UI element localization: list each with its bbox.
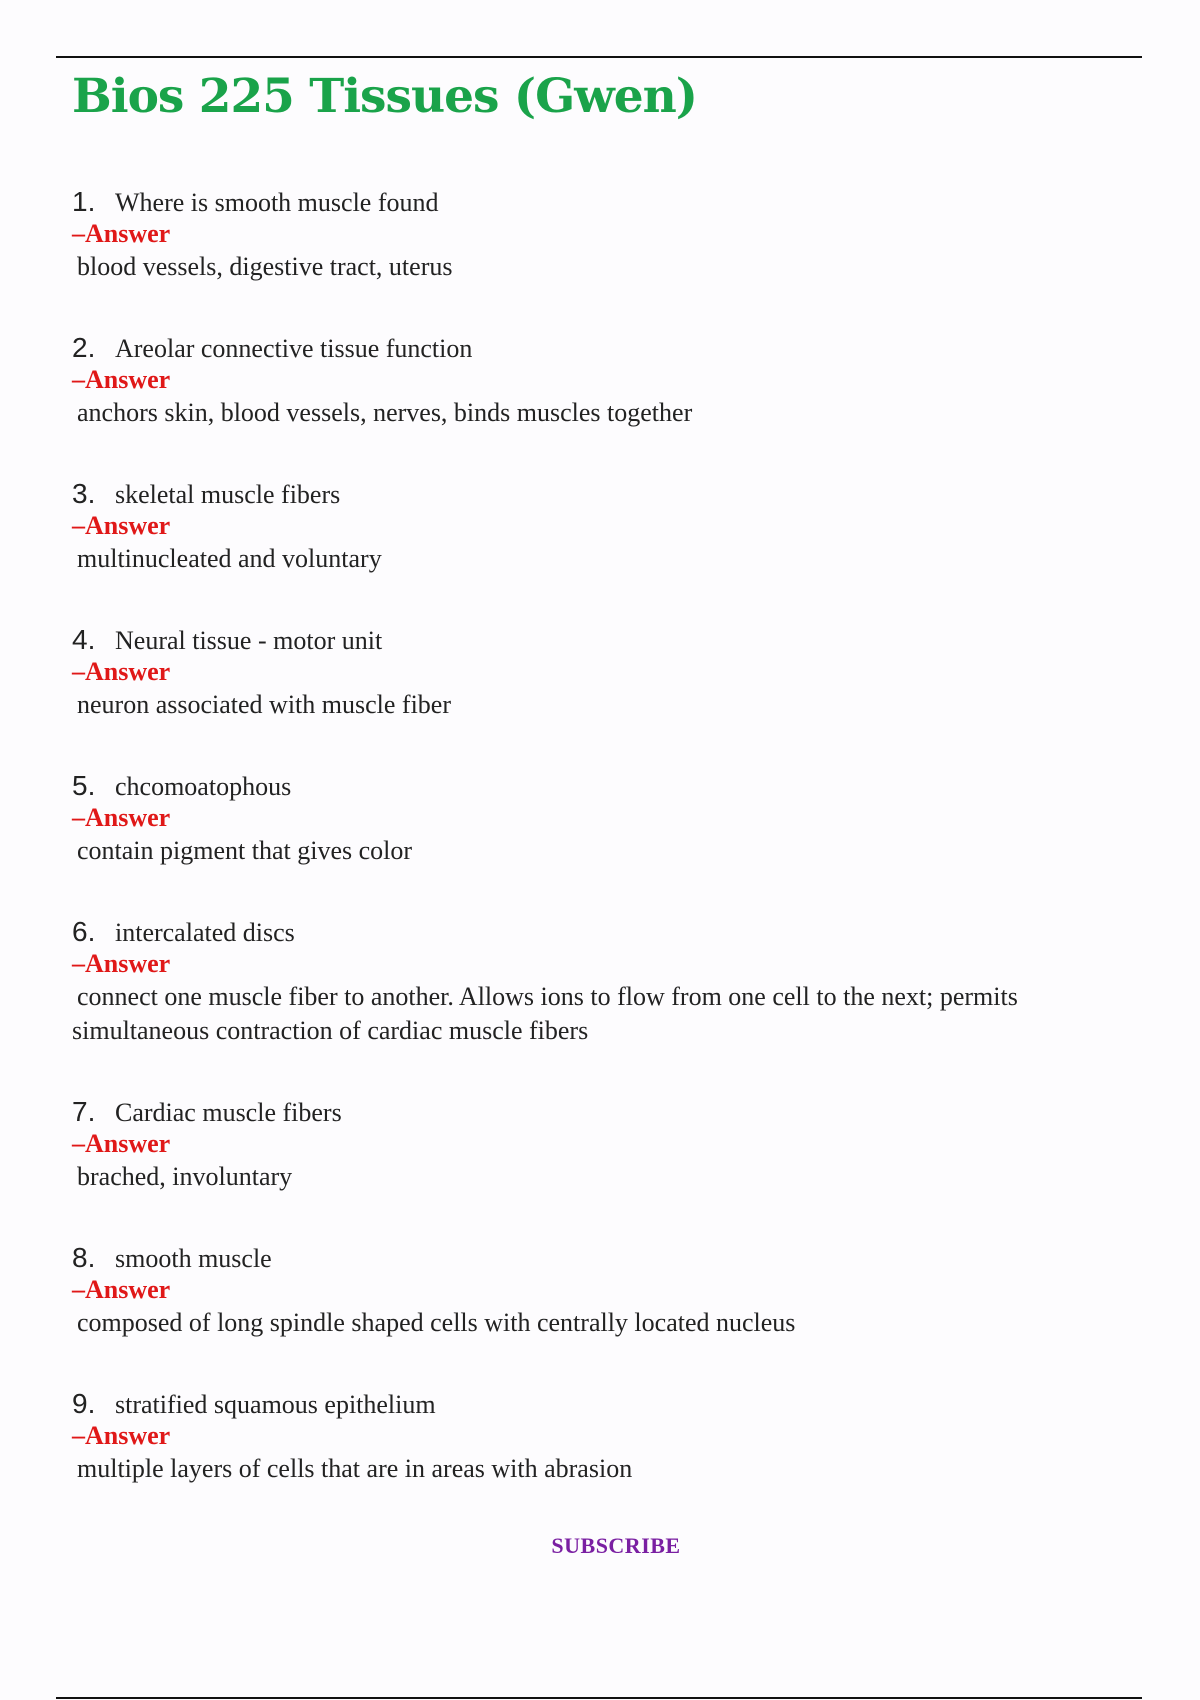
answer-text: multinucleated and voluntary — [77, 544, 382, 573]
answer-text: blood vessels, digestive tract, uterus — [77, 252, 453, 281]
question-text: skeletal muscle fibers — [115, 480, 341, 509]
qa-item-5 — [72, 770, 1122, 868]
answer-label: –Answer — [72, 1275, 171, 1304]
answer-text: contain pigment that gives color — [77, 836, 413, 865]
qa-item-4 — [72, 624, 1122, 722]
qa-item-2 — [72, 332, 1122, 430]
question-number: 6. — [72, 916, 96, 947]
answer-label: –Answer — [72, 511, 171, 540]
question — [72, 916, 1122, 948]
answer-text: neuron associated with muscle fiber — [77, 690, 451, 719]
question-number: 9. — [72, 1388, 96, 1419]
qa-item-3 — [72, 478, 1122, 576]
question-number: 5. — [72, 770, 96, 801]
question-text: Where is smooth muscle found — [115, 188, 439, 217]
answer-text: brached, involuntary — [77, 1162, 293, 1191]
answer-text: composed of long spindle shaped cells with centrally located nucleus — [77, 1308, 796, 1337]
question-text: smooth muscle — [115, 1244, 272, 1273]
question-number: 7. — [72, 1096, 96, 1127]
qa-list — [72, 186, 1122, 1534]
question — [72, 1242, 1122, 1274]
answer-text: multiple layers of cells that are in areas with abrasion — [77, 1454, 633, 1483]
answer-text: anchors skin, blood vessels, nerves, binds muscles together — [77, 398, 693, 427]
question-text: Cardiac muscle fibers — [115, 1098, 342, 1127]
question — [72, 186, 1122, 218]
question-text: stratified squamous epithelium — [115, 1390, 436, 1419]
answer-label: –Answer — [72, 1129, 171, 1158]
qa-item-7 — [72, 1096, 1122, 1194]
qa-item-6 — [72, 916, 1122, 1048]
page-title: Bios 225 Tissues (Gwen) — [72, 69, 698, 124]
answer-label: –Answer — [72, 1421, 171, 1450]
question — [72, 1388, 1122, 1420]
qa-item-9 — [72, 1388, 1122, 1486]
question-text: Neural tissue - motor unit — [115, 626, 383, 655]
bottom-divider — [56, 1697, 1142, 1699]
answer-text: connect one muscle fiber to another. Allows ions to flow from one cell to the next; permits simultaneous contraction of cardiac muscle fibers — [72, 982, 1018, 1045]
top-divider — [56, 56, 1142, 58]
answer-label: –Answer — [72, 803, 171, 832]
subscribe-link[interactable]: SUBSCRIBE — [551, 1533, 681, 1558]
answer-label: –Answer — [72, 219, 171, 248]
question-text: intercalated discs — [115, 918, 295, 947]
qa-item-1 — [72, 186, 1122, 284]
question — [72, 770, 1122, 802]
question-number: 8. — [72, 1242, 96, 1273]
qa-item-8 — [72, 1242, 1122, 1340]
question — [72, 332, 1122, 364]
question-number: 3. — [72, 478, 96, 509]
question-number: 1. — [72, 186, 96, 217]
answer-label: –Answer — [72, 657, 171, 686]
question — [72, 624, 1122, 656]
question — [72, 1096, 1122, 1128]
question-text: Areolar connective tissue function — [115, 334, 473, 363]
question-text: chcomoatophous — [115, 772, 292, 801]
answer-label: –Answer — [72, 365, 171, 394]
question-number: 2. — [72, 332, 96, 363]
question — [72, 478, 1122, 510]
question-number: 4. — [72, 624, 96, 655]
answer-label: –Answer — [72, 949, 171, 978]
